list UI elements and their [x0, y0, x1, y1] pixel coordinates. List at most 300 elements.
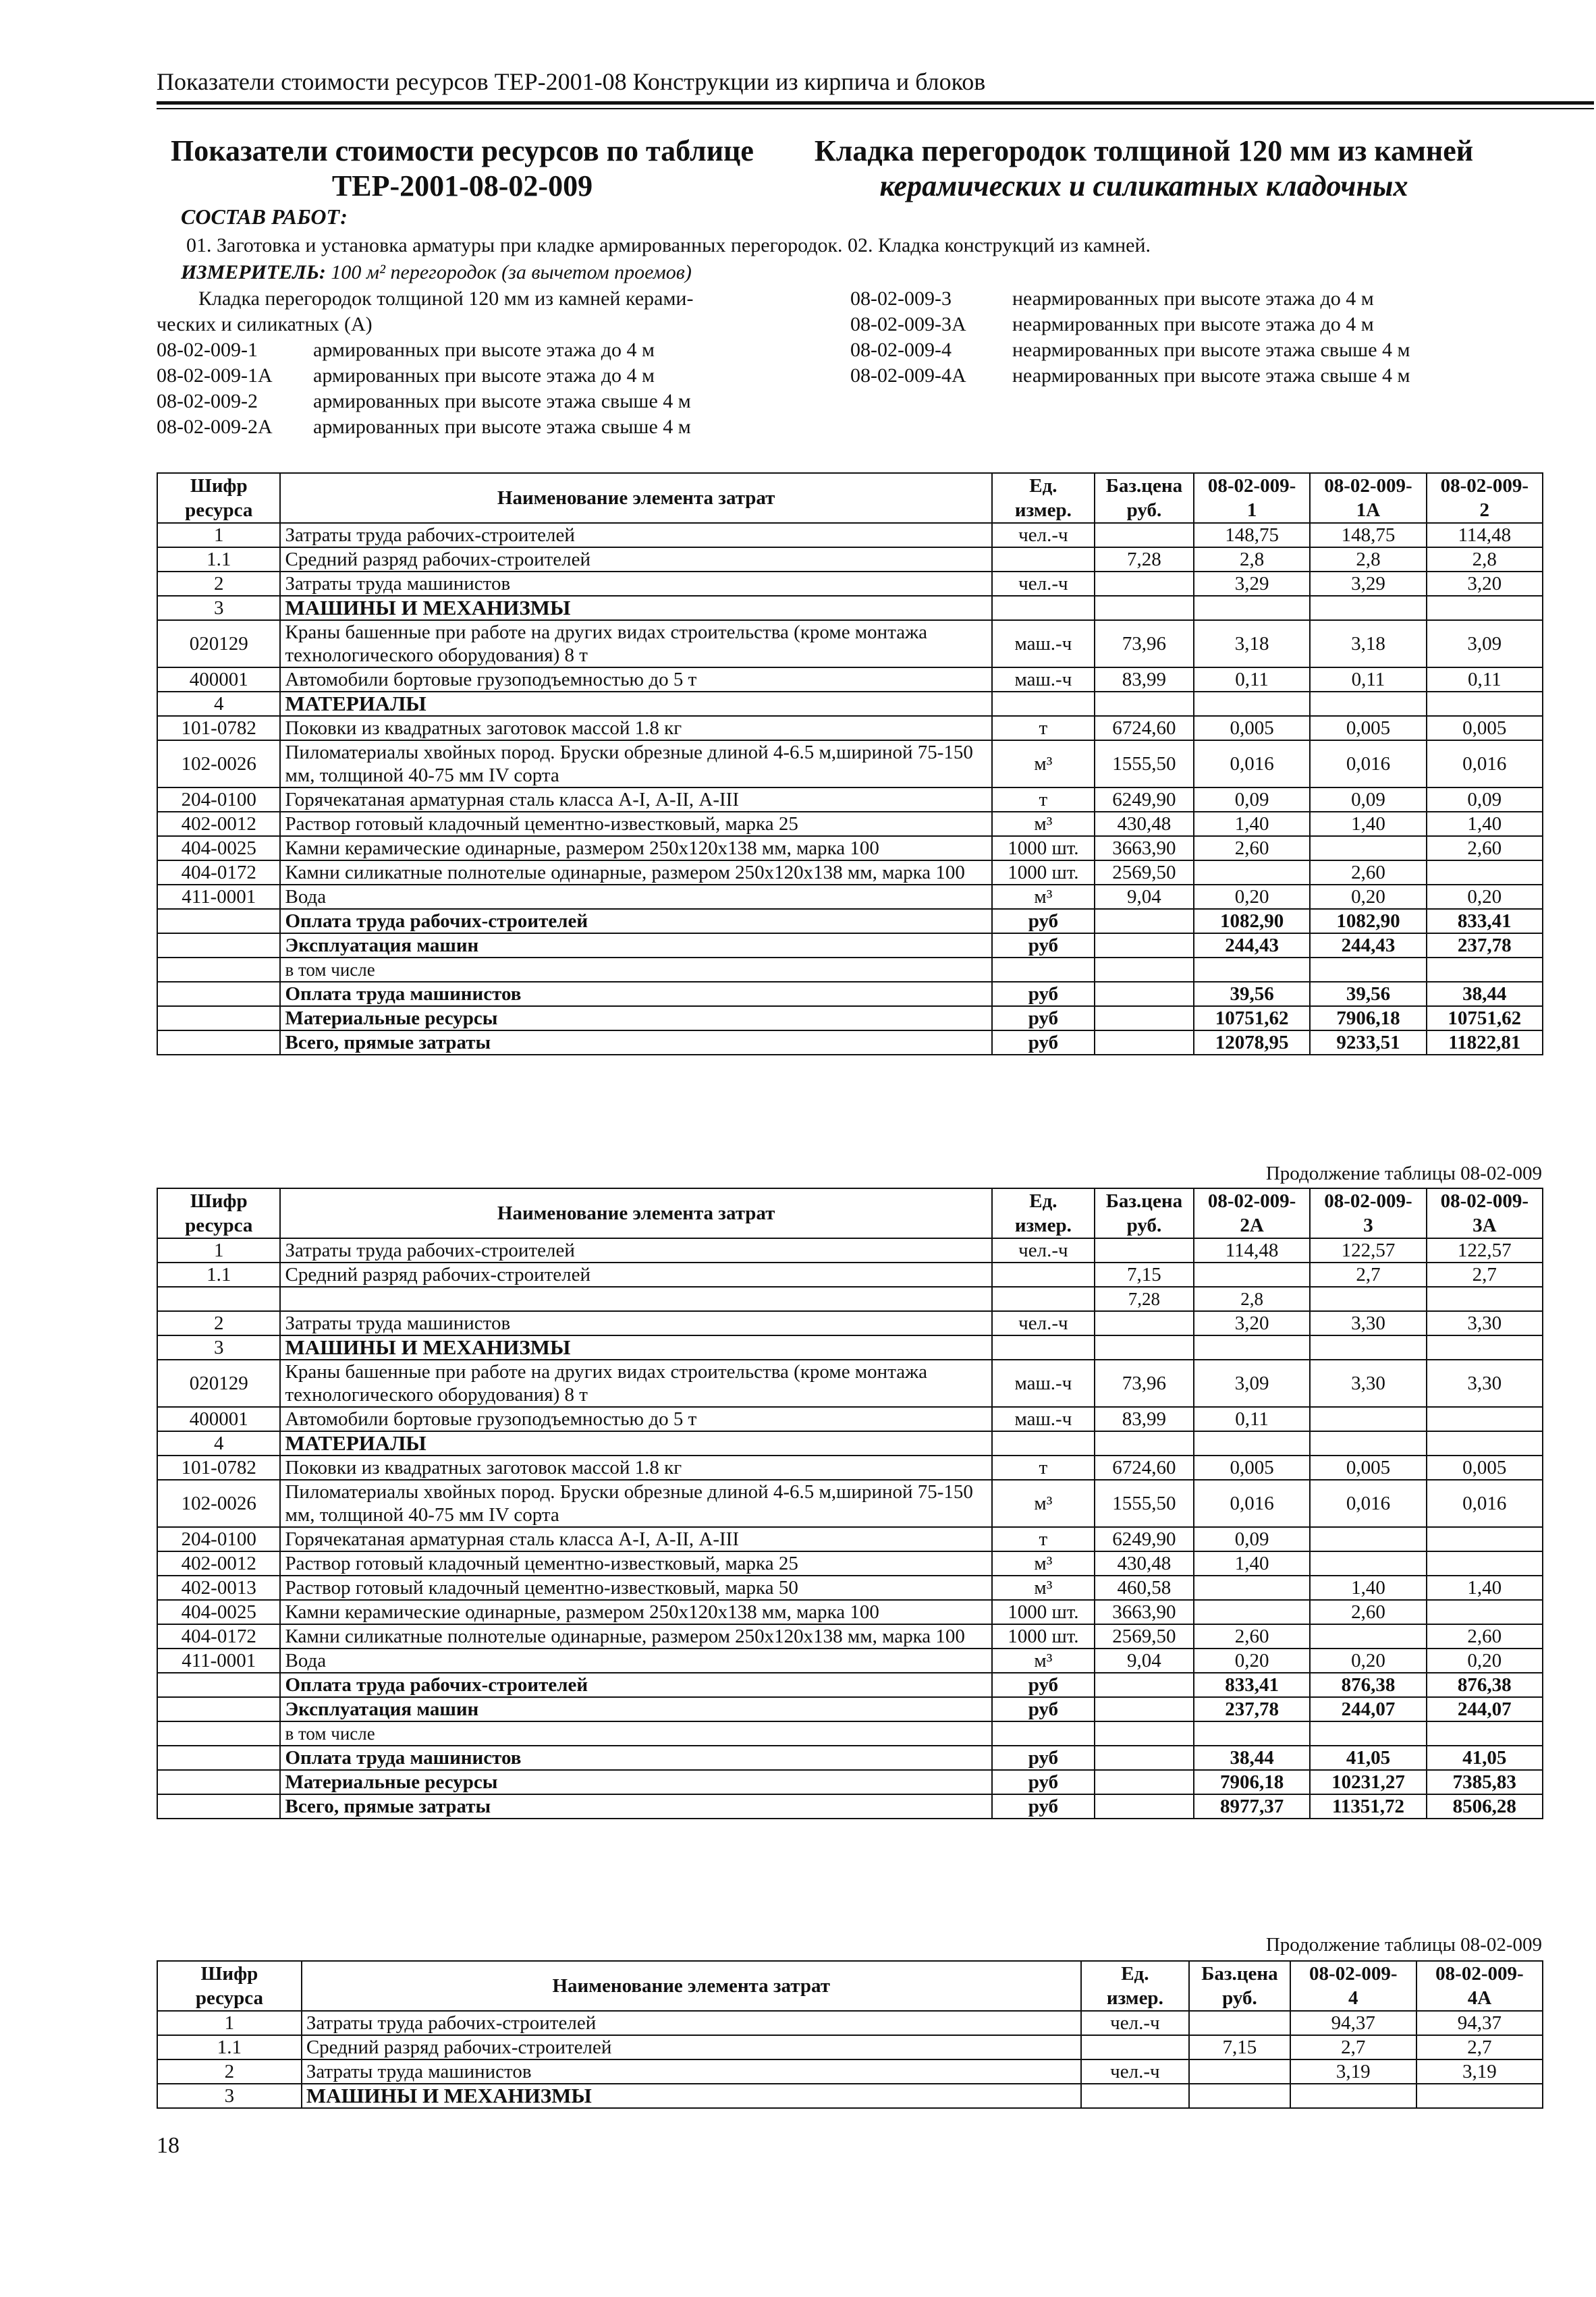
- base-price-cell: 3663,90: [1095, 1600, 1194, 1624]
- norm-value-cell: 0,11: [1427, 667, 1543, 692]
- totals-value-cell: 244,07: [1427, 1697, 1543, 1721]
- resource-code: 204-0100: [157, 1527, 280, 1551]
- variant-text: неармированных при высоте этажа до 4 м: [1012, 287, 1374, 310]
- totals-unit: руб: [992, 1673, 1095, 1697]
- norm-value-cell: 0,016: [1427, 1480, 1543, 1527]
- totals-price-cell: [1095, 1746, 1194, 1770]
- totals-code-cell: [157, 909, 280, 933]
- totals-value-cell: 237,78: [1194, 1697, 1310, 1721]
- totals-unit: руб: [992, 1794, 1095, 1819]
- totals-row: [157, 1794, 1543, 1819]
- base-price-cell: [1095, 692, 1194, 716]
- norm-value-cell: 3,30: [1427, 1311, 1543, 1335]
- resource-name: Раствор готовый кладочный цементно-известковый, марка 25: [280, 1551, 991, 1576]
- totals-value-cell: [1310, 958, 1426, 982]
- totals-unit: руб: [992, 982, 1095, 1006]
- unit-cell: [992, 1263, 1095, 1287]
- resource-name: Поковки из квадратных заготовок массой 1.8 кг: [280, 716, 991, 740]
- totals-value-cell: 39,56: [1194, 982, 1310, 1006]
- base-price-cell: 6249,90: [1095, 787, 1194, 812]
- totals-row: [157, 933, 1543, 958]
- table-row: [157, 620, 1543, 667]
- norm-value-cell: 0,20: [1310, 885, 1426, 909]
- totals-value-cell: 833,41: [1427, 909, 1543, 933]
- totals-value-cell: 9233,51: [1310, 1030, 1426, 1055]
- sostav-text: 01. Заготовка и установка арматуры при кладке армированных перегородок. 02. Кладка конструкций из камней.: [186, 234, 1151, 256]
- header-shifr: [157, 1188, 280, 1238]
- norm-value-cell: 3,19: [1416, 2059, 1543, 2084]
- variant-row: [157, 337, 764, 363]
- totals-price-cell: [1095, 982, 1194, 1006]
- norm-value-cell: 0,20: [1427, 885, 1543, 909]
- resource-name: Камни керамические одинарные, размером 250х120х138 мм, марка 100: [280, 836, 991, 860]
- norm-value-cell: 2,7: [1290, 2035, 1416, 2059]
- table-row: [157, 1456, 1543, 1480]
- norm-value-cell: 3,29: [1310, 572, 1426, 596]
- resource-name: Средний разряд рабочих-строителей: [302, 2035, 1081, 2059]
- totals-price-cell: [1095, 1697, 1194, 1721]
- totals-value-cell: 237,78: [1427, 933, 1543, 958]
- resource-code: 4: [157, 692, 280, 716]
- table-row: [157, 1551, 1543, 1576]
- variant-code: 08-02-009-4А: [850, 364, 966, 387]
- title-right-line2: керамических и силикатных кладочных: [879, 169, 1408, 202]
- totals-value-cell: 7385,83: [1427, 1770, 1543, 1794]
- norm-value-cell: 3,18: [1310, 620, 1426, 667]
- header-norm-code-line: 08-02-009-: [1309, 1963, 1398, 1985]
- variant-intro-line1: Кладка перегородок толщиной 120 мм из камней керами-: [198, 287, 694, 310]
- unit-cell: т: [992, 1456, 1095, 1480]
- variant-text: армированных при высоте этажа свыше 4 м: [313, 390, 691, 412]
- resource-name: Поковки из квадратных заготовок массой 1.8 кг: [280, 1456, 991, 1480]
- totals-value-cell: [1427, 958, 1543, 982]
- totals-price-cell: [1095, 1721, 1194, 1746]
- unit-cell: 1000 шт.: [992, 1624, 1095, 1649]
- table-row: [157, 836, 1543, 860]
- norm-value-cell: [1427, 1551, 1543, 1576]
- table-row: [157, 2035, 1543, 2059]
- base-price-cell: 73,96: [1095, 620, 1194, 667]
- norm-value-cell: 3,29: [1194, 572, 1310, 596]
- unit-cell: маш.-ч: [992, 1407, 1095, 1431]
- resource-code: 400001: [157, 1407, 280, 1431]
- resource-name: Затраты труда рабочих-строителей: [280, 1238, 991, 1263]
- table-row: [157, 2084, 1543, 2108]
- totals-value-cell: 244,43: [1310, 933, 1426, 958]
- totals-row: [157, 909, 1543, 933]
- table-row: [157, 885, 1543, 909]
- totals-price-cell: [1095, 1794, 1194, 1819]
- header-unit-line: измер.: [1014, 499, 1072, 521]
- page-number: 18: [157, 2133, 180, 2158]
- table-row: [157, 1311, 1543, 1335]
- table-row: [157, 1263, 1543, 1287]
- totals-code-cell: [157, 1030, 280, 1055]
- resource-code: 102-0026: [157, 1480, 280, 1527]
- norm-value-cell: 0,09: [1427, 787, 1543, 812]
- base-price-cell: [1189, 2059, 1290, 2084]
- table-row: [157, 1407, 1543, 1431]
- totals-value-cell: 12078,95: [1194, 1030, 1310, 1055]
- base-price-cell: 7,15: [1095, 1263, 1194, 1287]
- norm-value-cell: 0,11: [1310, 667, 1426, 692]
- header-norm-code: [1416, 1961, 1543, 2011]
- base-price-cell: [1095, 523, 1194, 547]
- totals-label: Материальные ресурсы: [280, 1006, 991, 1030]
- totals-unit: руб: [992, 1746, 1095, 1770]
- totals-value-cell: 7906,18: [1194, 1770, 1310, 1794]
- norm-value-cell: [1427, 1527, 1543, 1551]
- header-shifr-line: ресурса: [195, 1987, 264, 2009]
- resource-table-3: [157, 1960, 1543, 2109]
- resource-name: Вода: [280, 1649, 991, 1673]
- unit-cell: [992, 1431, 1095, 1456]
- norm-value-cell: 0,005: [1194, 1456, 1310, 1480]
- running-head: Показатели стоимости ресурсов ТЕР-2001-08 Конструкции из кирпича и блоков: [157, 68, 986, 95]
- totals-code-cell: [157, 1794, 280, 1819]
- header-unit: [1081, 1961, 1189, 2011]
- totals-value-cell: 10751,62: [1427, 1006, 1543, 1030]
- norm-value-cell: 0,09: [1194, 1527, 1310, 1551]
- table-row: [157, 667, 1543, 692]
- totals-label: Всего, прямые затраты: [280, 1794, 991, 1819]
- norm-value-cell: 114,48: [1427, 523, 1543, 547]
- unit-cell: 1000 шт.: [992, 860, 1095, 885]
- resource-name: Пиломатериалы хвойных пород. Бруски обрезные длиной 4-6.5 м,шириной 75-150 мм, толщиной 40-75 мм IV сорта: [280, 1480, 991, 1527]
- norm-value-cell: [1194, 692, 1310, 716]
- header-norm-code-line: 08-02-009-: [1440, 1190, 1529, 1212]
- base-price-cell: 1555,50: [1095, 740, 1194, 787]
- resource-code: 404-0025: [157, 1600, 280, 1624]
- unit-cell: маш.-ч: [992, 1360, 1095, 1407]
- unit-cell: [1081, 2084, 1189, 2108]
- resource-name: МАТЕРИАЛЫ: [280, 692, 991, 716]
- norm-value-cell: 2,60: [1427, 1624, 1543, 1649]
- unit-cell: [992, 1335, 1095, 1360]
- totals-value-cell: [1427, 1721, 1543, 1746]
- norm-value-cell: 0,11: [1194, 667, 1310, 692]
- totals-code-cell: [157, 1673, 280, 1697]
- base-price-cell: [1095, 596, 1194, 620]
- totals-value-cell: [1194, 1721, 1310, 1746]
- base-price-cell: 9,04: [1095, 1649, 1194, 1673]
- resource-name: Раствор готовый кладочный цементно-известковый, марка 25: [280, 812, 991, 836]
- variant-intro-line2: ческих и силикатных (А): [157, 313, 373, 335]
- table-header-row: [157, 1961, 1543, 2011]
- totals-row: [157, 1770, 1543, 1794]
- header-price-line: руб.: [1222, 1987, 1257, 2009]
- base-price-cell: [1095, 1311, 1194, 1335]
- variant-row: [157, 363, 764, 389]
- variant-list-left: [157, 286, 764, 440]
- base-price-cell: 1555,50: [1095, 1480, 1194, 1527]
- totals-code-cell: [157, 1721, 280, 1746]
- norm-value-cell: 1,40: [1194, 1551, 1310, 1576]
- totals-value-cell: 1082,90: [1310, 909, 1426, 933]
- resource-code: 020129: [157, 1360, 280, 1407]
- totals-price-cell: [1095, 1770, 1194, 1794]
- norm-value-cell: 3,30: [1427, 1360, 1543, 1407]
- norm-value-cell: 1,40: [1427, 812, 1543, 836]
- norm-value-cell: 0,016: [1310, 1480, 1426, 1527]
- totals-row: [157, 1746, 1543, 1770]
- resource-code: 411-0001: [157, 1649, 280, 1673]
- unit-cell: чел.-ч: [992, 1238, 1095, 1263]
- totals-unit: руб: [992, 909, 1095, 933]
- base-price-cell: 430,48: [1095, 1551, 1194, 1576]
- norm-value-cell: [1427, 1335, 1543, 1360]
- unit-cell: т: [992, 787, 1095, 812]
- norm-value-cell: 3,20: [1194, 1311, 1310, 1335]
- norm-value-cell: [1427, 1287, 1543, 1311]
- norm-value-cell: 0,005: [1427, 1456, 1543, 1480]
- norm-value-cell: 3,19: [1290, 2059, 1416, 2084]
- variant-row: [157, 414, 764, 440]
- totals-value-cell: 39,56: [1310, 982, 1426, 1006]
- resource-code: 1: [157, 2011, 302, 2035]
- totals-value-cell: 11351,72: [1310, 1794, 1426, 1819]
- unit-cell: чел.-ч: [992, 523, 1095, 547]
- izmeritel: [181, 260, 692, 285]
- totals-label: Оплата труда машинистов: [280, 982, 991, 1006]
- header-norm-code-line: 08-02-009-: [1324, 475, 1412, 497]
- norm-value-cell: [1427, 1431, 1543, 1456]
- resource-name: Затраты труда машинистов: [280, 1311, 991, 1335]
- title-left-line2: ТЕР-2001-08-02-009: [331, 169, 593, 202]
- totals-value-cell: 244,07: [1310, 1697, 1426, 1721]
- unit-cell: м³: [992, 740, 1095, 787]
- totals-label: в том числе: [280, 1721, 991, 1746]
- totals-value-cell: 11822,81: [1427, 1030, 1543, 1055]
- unit-cell: чел.-ч: [1081, 2011, 1189, 2035]
- totals-row: [157, 1673, 1543, 1697]
- header-shifr-line: ресурса: [185, 1215, 253, 1236]
- table-row: [157, 572, 1543, 596]
- norm-value-cell: 2,7: [1427, 1263, 1543, 1287]
- resource-name: Камни силикатные полнотелые одинарные, размером 250х120х138 мм, марка 100: [280, 860, 991, 885]
- header-price-line: Баз.цена: [1201, 1963, 1278, 1985]
- resource-name: Камни керамические одинарные, размером 250х120х138 мм, марка 100: [280, 1600, 991, 1624]
- table-row: [157, 2059, 1543, 2084]
- page-title-right: [806, 134, 1481, 204]
- resource-code: 411-0001: [157, 885, 280, 909]
- table-header-row: [157, 473, 1543, 523]
- norm-value-cell: 114,48: [1194, 1238, 1310, 1263]
- table-row: [157, 1335, 1543, 1360]
- resource-code: 1.1: [157, 547, 280, 572]
- header-norm-code: [1427, 473, 1543, 523]
- header-shifr-line: Шифр: [200, 1963, 258, 1985]
- totals-code-cell: [157, 1746, 280, 1770]
- variant-text: неармированных при высоте этажа свыше 4 м: [1012, 364, 1410, 387]
- base-price-cell: 2569,50: [1095, 860, 1194, 885]
- norm-value-cell: [1310, 1624, 1426, 1649]
- title-right-line1: Кладка перегородок толщиной 120 мм из камней: [814, 134, 1474, 167]
- norm-value-cell: [1416, 2084, 1543, 2108]
- base-price-cell: [1189, 2011, 1290, 2035]
- header-norm-code: [1194, 473, 1310, 523]
- variant-code: 08-02-009-2: [157, 390, 258, 412]
- resource-name: МАШИНЫ И МЕХАНИЗМЫ: [302, 2084, 1081, 2108]
- resource-name: Горячекатаная арматурная сталь класса А-I, А-II, А-III: [280, 787, 991, 812]
- variant-text: армированных при высоте этажа до 4 м: [313, 339, 655, 361]
- variant-code: 08-02-009-1: [157, 339, 258, 361]
- norm-value-cell: 2,7: [1416, 2035, 1543, 2059]
- header-norm-code-line: 4А: [1467, 1987, 1492, 2009]
- resource-code: 400001: [157, 667, 280, 692]
- norm-value-cell: [1310, 692, 1426, 716]
- norm-value-cell: 0,20: [1427, 1649, 1543, 1673]
- resource-name: Затраты труда машинистов: [302, 2059, 1081, 2084]
- variant-code: 08-02-009-1А: [157, 364, 273, 387]
- totals-row: [157, 982, 1543, 1006]
- header-price: [1095, 473, 1194, 523]
- base-price-cell: 6724,60: [1095, 716, 1194, 740]
- totals-value-cell: 7906,18: [1310, 1006, 1426, 1030]
- table-row: [157, 2011, 1543, 2035]
- resource-name: Затраты труда рабочих-строителей: [302, 2011, 1081, 2035]
- norm-value-cell: 0,20: [1310, 1649, 1426, 1673]
- variant-row: [850, 312, 1593, 337]
- norm-value-cell: 2,8: [1194, 547, 1310, 572]
- totals-label: в том числе: [280, 958, 991, 982]
- totals-value-cell: 833,41: [1194, 1673, 1310, 1697]
- variant-row: [850, 286, 1593, 312]
- norm-value-cell: 148,75: [1194, 523, 1310, 547]
- norm-value-cell: [1427, 860, 1543, 885]
- title-left-line1: Показатели стоимости ресурсов по таблице: [171, 134, 754, 167]
- base-price-cell: [1095, 1238, 1194, 1263]
- header-name: Наименование элемента затрат: [280, 1188, 991, 1238]
- resource-name: Краны башенные при работе на других видах строительства (кроме монтажа технологического оборудования) 8 т: [280, 620, 991, 667]
- variant-row: [850, 363, 1593, 389]
- norm-value-cell: [1310, 1551, 1426, 1576]
- totals-label: Всего, прямые затраты: [280, 1030, 991, 1055]
- totals-value-cell: 38,44: [1194, 1746, 1310, 1770]
- norm-value-cell: 0,09: [1194, 787, 1310, 812]
- norm-value-cell: 0,005: [1310, 716, 1426, 740]
- unit-cell: [992, 1287, 1095, 1311]
- resource-name: Затраты труда рабочих-строителей: [280, 523, 991, 547]
- norm-value-cell: 122,57: [1427, 1238, 1543, 1263]
- totals-code-cell: [157, 982, 280, 1006]
- norm-value-cell: 3,18: [1194, 620, 1310, 667]
- resource-name: Раствор готовый кладочный цементно-известковый, марка 50: [280, 1576, 991, 1600]
- totals-value-cell: 10751,62: [1194, 1006, 1310, 1030]
- totals-unit: руб: [992, 1697, 1095, 1721]
- resource-code: 1: [157, 1238, 280, 1263]
- unit-cell: маш.-ч: [992, 667, 1095, 692]
- resource-code: 102-0026: [157, 740, 280, 787]
- norm-value-cell: 3,30: [1310, 1360, 1426, 1407]
- header-norm-code-line: 08-02-009-: [1207, 475, 1296, 497]
- header-shifr-line: Шифр: [190, 475, 248, 497]
- resource-name: Краны башенные при работе на других видах строительства (кроме монтажа технологического оборудования) 8 т: [280, 1360, 991, 1407]
- totals-code-cell: [157, 1770, 280, 1794]
- unit-cell: [992, 692, 1095, 716]
- norm-value-cell: [1310, 596, 1426, 620]
- page-title-left: [169, 134, 756, 204]
- norm-value-cell: [1427, 596, 1543, 620]
- unit-cell: м³: [992, 812, 1095, 836]
- variant-text: неармированных при высоте этажа до 4 м: [1012, 313, 1374, 335]
- unit-cell: маш.-ч: [992, 620, 1095, 667]
- base-price-cell: 430,48: [1095, 812, 1194, 836]
- norm-value-cell: [1310, 1407, 1426, 1431]
- norm-value-cell: 0,005: [1427, 716, 1543, 740]
- norm-value-cell: 0,20: [1194, 1649, 1310, 1673]
- resource-code: 4: [157, 1431, 280, 1456]
- norm-value-cell: 3,09: [1194, 1360, 1310, 1407]
- izmeritel-label: ИЗМЕРИТЕЛЬ:: [181, 261, 326, 283]
- resource-name: Пиломатериалы хвойных пород. Бруски обрезные длиной 4-6.5 м,шириной 75-150 мм, толщиной 40-75 мм IV сорта: [280, 740, 991, 787]
- resource-name: МАШИНЫ И МЕХАНИЗМЫ: [280, 596, 991, 620]
- norm-value-cell: 2,60: [1194, 836, 1310, 860]
- norm-value-cell: 2,60: [1310, 1600, 1426, 1624]
- norm-value-cell: 1,40: [1310, 812, 1426, 836]
- resource-code: 101-0782: [157, 1456, 280, 1480]
- totals-row: [157, 1721, 1543, 1746]
- norm-value-cell: 0,20: [1194, 885, 1310, 909]
- base-price-cell: [1095, 1431, 1194, 1456]
- unit-cell: чел.-ч: [1081, 2059, 1189, 2084]
- unit-cell: 1000 шт.: [992, 836, 1095, 860]
- resource-code: 2: [157, 572, 280, 596]
- unit-cell: чел.-ч: [992, 1311, 1095, 1335]
- base-price-cell: 73,96: [1095, 1360, 1194, 1407]
- resource-code: 402-0012: [157, 812, 280, 836]
- norm-value-cell: 0,005: [1310, 1456, 1426, 1480]
- norm-value-cell: 2,60: [1427, 836, 1543, 860]
- resource-code: 402-0012: [157, 1551, 280, 1576]
- totals-value-cell: 41,05: [1427, 1746, 1543, 1770]
- resource-table-1: [157, 472, 1543, 1055]
- header-price-line: руб.: [1126, 1215, 1162, 1236]
- base-price-cell: 7,28: [1095, 1287, 1194, 1311]
- base-price-cell: [1189, 2084, 1290, 2108]
- totals-price-cell: [1095, 1006, 1194, 1030]
- norm-value-cell: 1,40: [1194, 812, 1310, 836]
- totals-unit: руб: [992, 1006, 1095, 1030]
- totals-row: [157, 1697, 1543, 1721]
- base-price-cell: 6724,60: [1095, 1456, 1194, 1480]
- header-price-line: Баз.цена: [1105, 475, 1183, 497]
- header-norm-code-line: 08-02-009-: [1440, 475, 1529, 497]
- norm-value-cell: 2,60: [1310, 860, 1426, 885]
- table-row: [157, 1238, 1543, 1263]
- resource-code: 404-0172: [157, 860, 280, 885]
- totals-value-cell: 1082,90: [1194, 909, 1310, 933]
- table-row: [157, 1360, 1543, 1407]
- header-norm-code: [1194, 1188, 1310, 1238]
- norm-value-cell: [1310, 1335, 1426, 1360]
- resource-code: 2: [157, 1311, 280, 1335]
- resource-code: 404-0025: [157, 836, 280, 860]
- base-price-cell: 9,04: [1095, 885, 1194, 909]
- variant-code: 08-02-009-2А: [157, 416, 273, 438]
- norm-value-cell: 0,016: [1310, 740, 1426, 787]
- totals-price-cell: [1095, 933, 1194, 958]
- totals-value-cell: 38,44: [1427, 982, 1543, 1006]
- norm-value-cell: 148,75: [1310, 523, 1426, 547]
- totals-unit: руб: [992, 1770, 1095, 1794]
- base-price-cell: [1095, 572, 1194, 596]
- table-row: [157, 1624, 1543, 1649]
- norm-value-cell: 94,37: [1290, 2011, 1416, 2035]
- header-norm-code-line: 1А: [1356, 499, 1381, 521]
- totals-unit: [992, 1721, 1095, 1746]
- resource-code: 020129: [157, 620, 280, 667]
